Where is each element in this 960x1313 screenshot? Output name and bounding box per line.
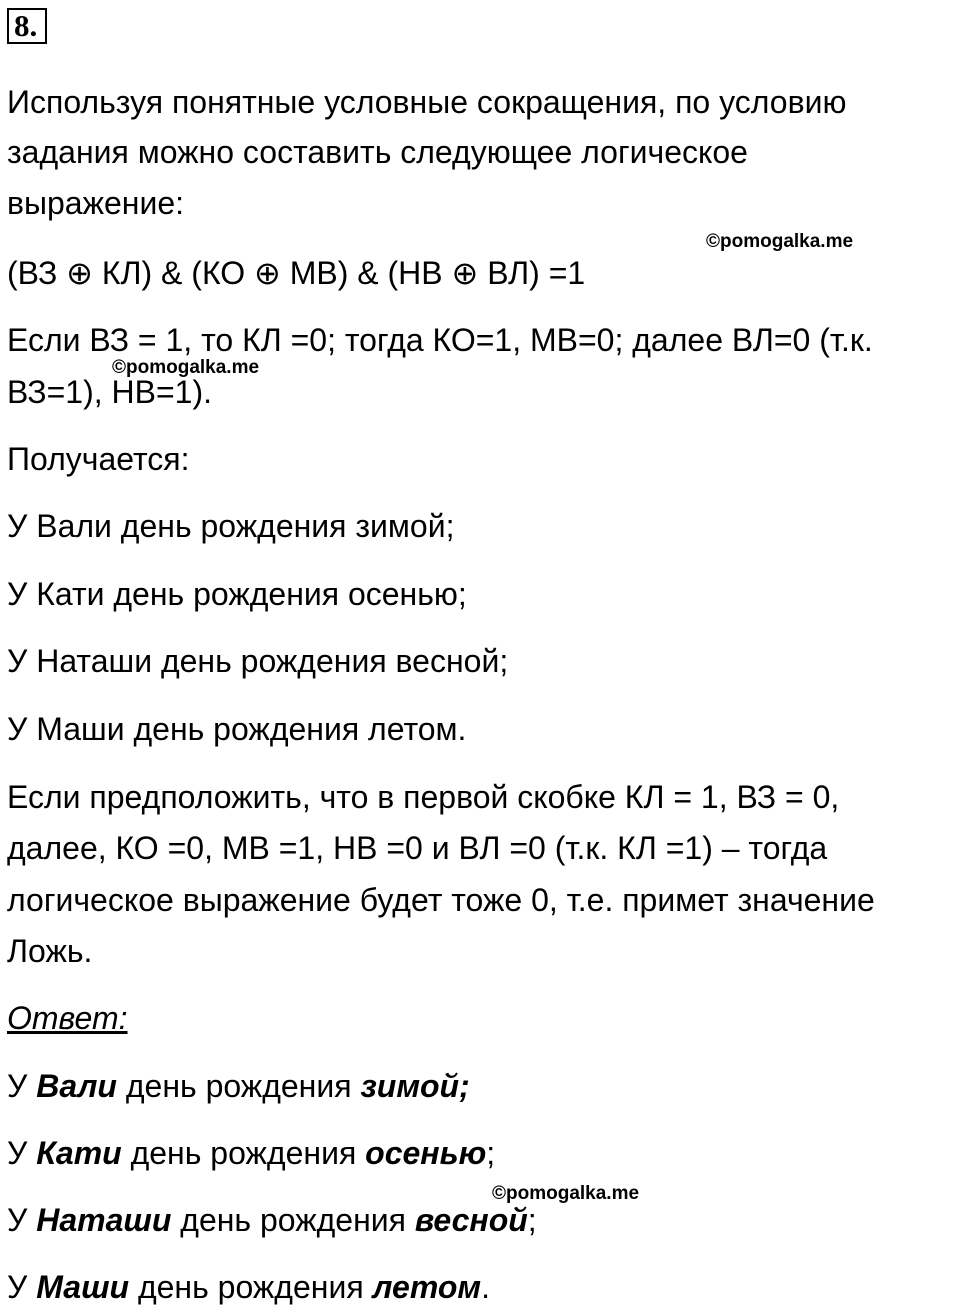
- answer-prefix: У: [7, 1068, 37, 1104]
- answer-name: Маши: [36, 1269, 130, 1305]
- answer-season: зимой;: [360, 1068, 470, 1104]
- answer-middle: день рождения: [116, 1068, 361, 1104]
- result-row-4: У Маши день рождения летом.: [7, 711, 467, 747]
- answer-suffix: ;: [527, 1202, 537, 1238]
- answer-name: Вали: [36, 1068, 117, 1104]
- answer-middle: день рождения: [129, 1269, 373, 1305]
- answer-season: летом: [372, 1269, 482, 1305]
- answer-name: Наташи: [36, 1202, 172, 1238]
- watermark: ©pomogalka.me: [492, 1183, 640, 1204]
- case2-line-1: Если предположить, что в первой скобке КЛ = 1, ВЗ = 0,: [7, 779, 840, 815]
- watermark: ©pomogalka.me: [706, 231, 854, 252]
- answer-label: Ответ:: [7, 1000, 128, 1036]
- answer-prefix: У: [7, 1135, 37, 1171]
- answer-row: [7, 1066, 470, 1106]
- case2-line-4: Ложь.: [7, 933, 93, 969]
- answer-row: [7, 1133, 495, 1173]
- case2-line-3: логическое выражение будет тоже 0, т.е. примет значение: [7, 882, 875, 918]
- answer-name: Кати: [36, 1135, 122, 1171]
- case2-line-2: далее, КО =0, МВ =1, НВ =0 и ВЛ =0 (т.к. КЛ =1) – тогда: [7, 830, 828, 866]
- answer-prefix: У: [7, 1269, 37, 1305]
- intro-line-3: выражение:: [7, 185, 185, 221]
- result-row-3: У Наташи день рождения весной;: [7, 643, 509, 679]
- intro-line-2: задания можно составить следующее логическое: [7, 134, 748, 170]
- answer-row: [7, 1200, 537, 1240]
- logic-expression: (ВЗ ⊕ КЛ) & (КО ⊕ МВ) & (НВ ⊕ ВЛ) =1: [7, 255, 586, 291]
- case1-line-2: ВЗ=1), НВ=1).: [7, 374, 213, 410]
- answer-season: весной: [414, 1202, 528, 1238]
- result-row-1: У Вали день рождения зимой;: [7, 508, 455, 544]
- answer-season: осенью: [365, 1135, 487, 1171]
- watermark: ©pomogalka.me: [112, 357, 260, 378]
- answer-middle: день рождения: [171, 1202, 415, 1238]
- result-label: Получается:: [7, 441, 190, 477]
- answer-suffix: ;: [486, 1135, 496, 1171]
- case1-line-1: Если ВЗ = 1, то КЛ =0; тогда КО=1, МВ=0; далее ВЛ=0 (т.к.: [7, 322, 873, 358]
- answer-suffix: .: [481, 1269, 490, 1305]
- answer-prefix: У: [7, 1202, 37, 1238]
- answer-middle: день рождения: [121, 1135, 366, 1171]
- task-number: 8.: [7, 8, 47, 44]
- result-row-2: У Кати день рождения осенью;: [7, 576, 467, 612]
- answer-row: [7, 1267, 490, 1307]
- intro-line-1: Используя понятные условные сокращения, по условию: [7, 84, 847, 120]
